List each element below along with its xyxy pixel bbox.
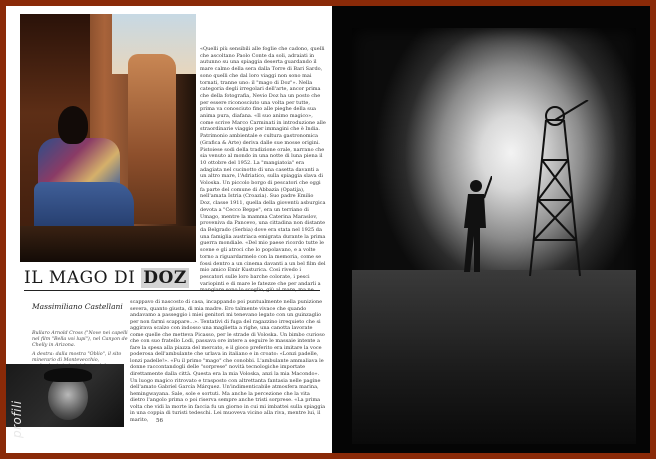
headframe-tower [520, 100, 590, 276]
caption-first: Bullaro Arnold Cross ("Nove nei capelli nel film "Bella voi lupi"), nel Canyon de Chelly in Arizona. [32, 331, 128, 348]
article-column-bottom [130, 299, 326, 423]
article-title-highlight: DOZ [143, 268, 187, 288]
article-text-bottom: scappavo di nascosto di casa, incappando poi puntualmente nella punizione severa, quanto giusta, di mia madre. Ero talmente vivace che quando andavamo a passeggio i miei genitori mi tenevano legato con un guinzaglio per non farmi scappare...». Tentativi di fuga del ragazzino irrequieto che si aggirava scalzo con indosso una maglietta a righe, una canotta lavorate come quelle che metteva Picasso, per le strade di Voloska. Un bimbo curioso che con suo fratello Lodi, passava ore intere a seguire le massaie intente a fare la spesa alla piazza del mercato, e il gioco preferito era imitare la voce poderosa dell'ambulante che urlava in italiano e in croato: «Lonzi padelle, lonzi padelle!». «Fu il primo "mago" che conobbi. L'ambulante ammaliava le donne raccontandogli delle "sorprese" novità tecnologiche importate direttamente dalla città. Questa era la mia Voloska, anzi la mia Macondo». Un luogo magico ritrovato e trasposto con altrettanta fantasia nelle pagine dell'amato Gabriel García Márquez. Un'indimenticabile atmosfera marina, hemingwayana. Sale, sole e sortuti. Ma anche la percezione che la vita dietro l'angolo prima o poi riserva sempre anche tristi sorprese. «La prima volta che vidi la morte in faccia fu un giorno in cui mi imbattei sulla spiaggia in una coppia di turisti tedeschi. Lei muoveva vicino alla riva, mentre lui, il marito, [130, 299, 326, 423]
article-author: Massimiliano Castellani [32, 302, 123, 311]
page-number: 56 [156, 418, 163, 424]
article-title [24, 268, 189, 288]
article-title-block [24, 268, 320, 292]
magazine-spread [6, 6, 650, 453]
photo-rock-spire [128, 54, 176, 224]
article-title-plain: IL MAGO DI [24, 268, 142, 288]
canyon-portrait-photo [20, 14, 196, 262]
right-page [332, 6, 650, 453]
photo-person-head [58, 106, 88, 144]
photo-ground [20, 226, 196, 262]
title-rule [24, 290, 320, 291]
photo-stone-wall [352, 270, 636, 444]
portrait-beret [44, 368, 92, 382]
silhouette-figure [456, 176, 492, 274]
article-column-top [200, 46, 326, 294]
article-text-top: «Quelli più sensibili alle foglie che cadono, quelli che ascoltano Paolo Conte da soli, adraiati in autunno su una spiaggia deserta guardando il mare calmo della sera dalla Torre di Bari Sardo, sono quelli che dal loro viaggi non sono mai tornati, tranne uno: il "mago di Doz"». Nella categoria degli irregolari dell'arte, ancor prima che della fotografia, Nevio Doz ha un posto che per essere riconosciuto una volta per tutte, prima va conosciuto fino alle pieghe della sua anima pura, diafana. «Il suo animo magico», come scrive Marco Carminati in introduzione alle straordinarie viaggio per immagini che è India. Patrimonio ambientale e cultura gastronomica (Grafica & Arte) deriva dalle sue mosse origini. Pistoiese sodi della tradizione orale, narrano che sia venuto al mondo in una notte di luna piena il 10 ottobre del 1952. La "mangiatoia" era adagiata nel cucinotto di una casetta davanti a un altro mare, l'Adriatico, sulla spiaggia slava di Voloska. Un piccolo borgo di pescatori che oggi fa parte del comune di Abbazia (Opatija), nell'amata Istria (Croazia). Suo padre Emilio Doz, classe 1911, quella della gioventù asburgica devota a "Cecco Beppe", era un terriano di Umago, mentre la mamma Caterina Maraslov, proveniva da Pancevo, una cittadina non distante da Belgrado (Serbia) dove era stata nel 1925 da una famiglia austriaca emigrata durante la prima guerra mondiale. «Del mio paese ricordo tutte le scene e gli atroci che lo popolavano, e a volte torno a riguardarmelo con la memoria, come se fossi dentro a un cinema davanti a un bel film del mio amico Emir Kusturica. Così rivedo i pescatori sulle loro barche colorate, i pesci variopinti e di mare le fatezze che per andarli a [200, 46, 326, 287]
section-label: profili [10, 400, 24, 438]
caption-second: A destra: dalla mostra "Oblio", il sito minerario di Montevecchio, [32, 352, 122, 363]
left-page [6, 6, 332, 453]
mine-tower-photo [352, 28, 636, 444]
